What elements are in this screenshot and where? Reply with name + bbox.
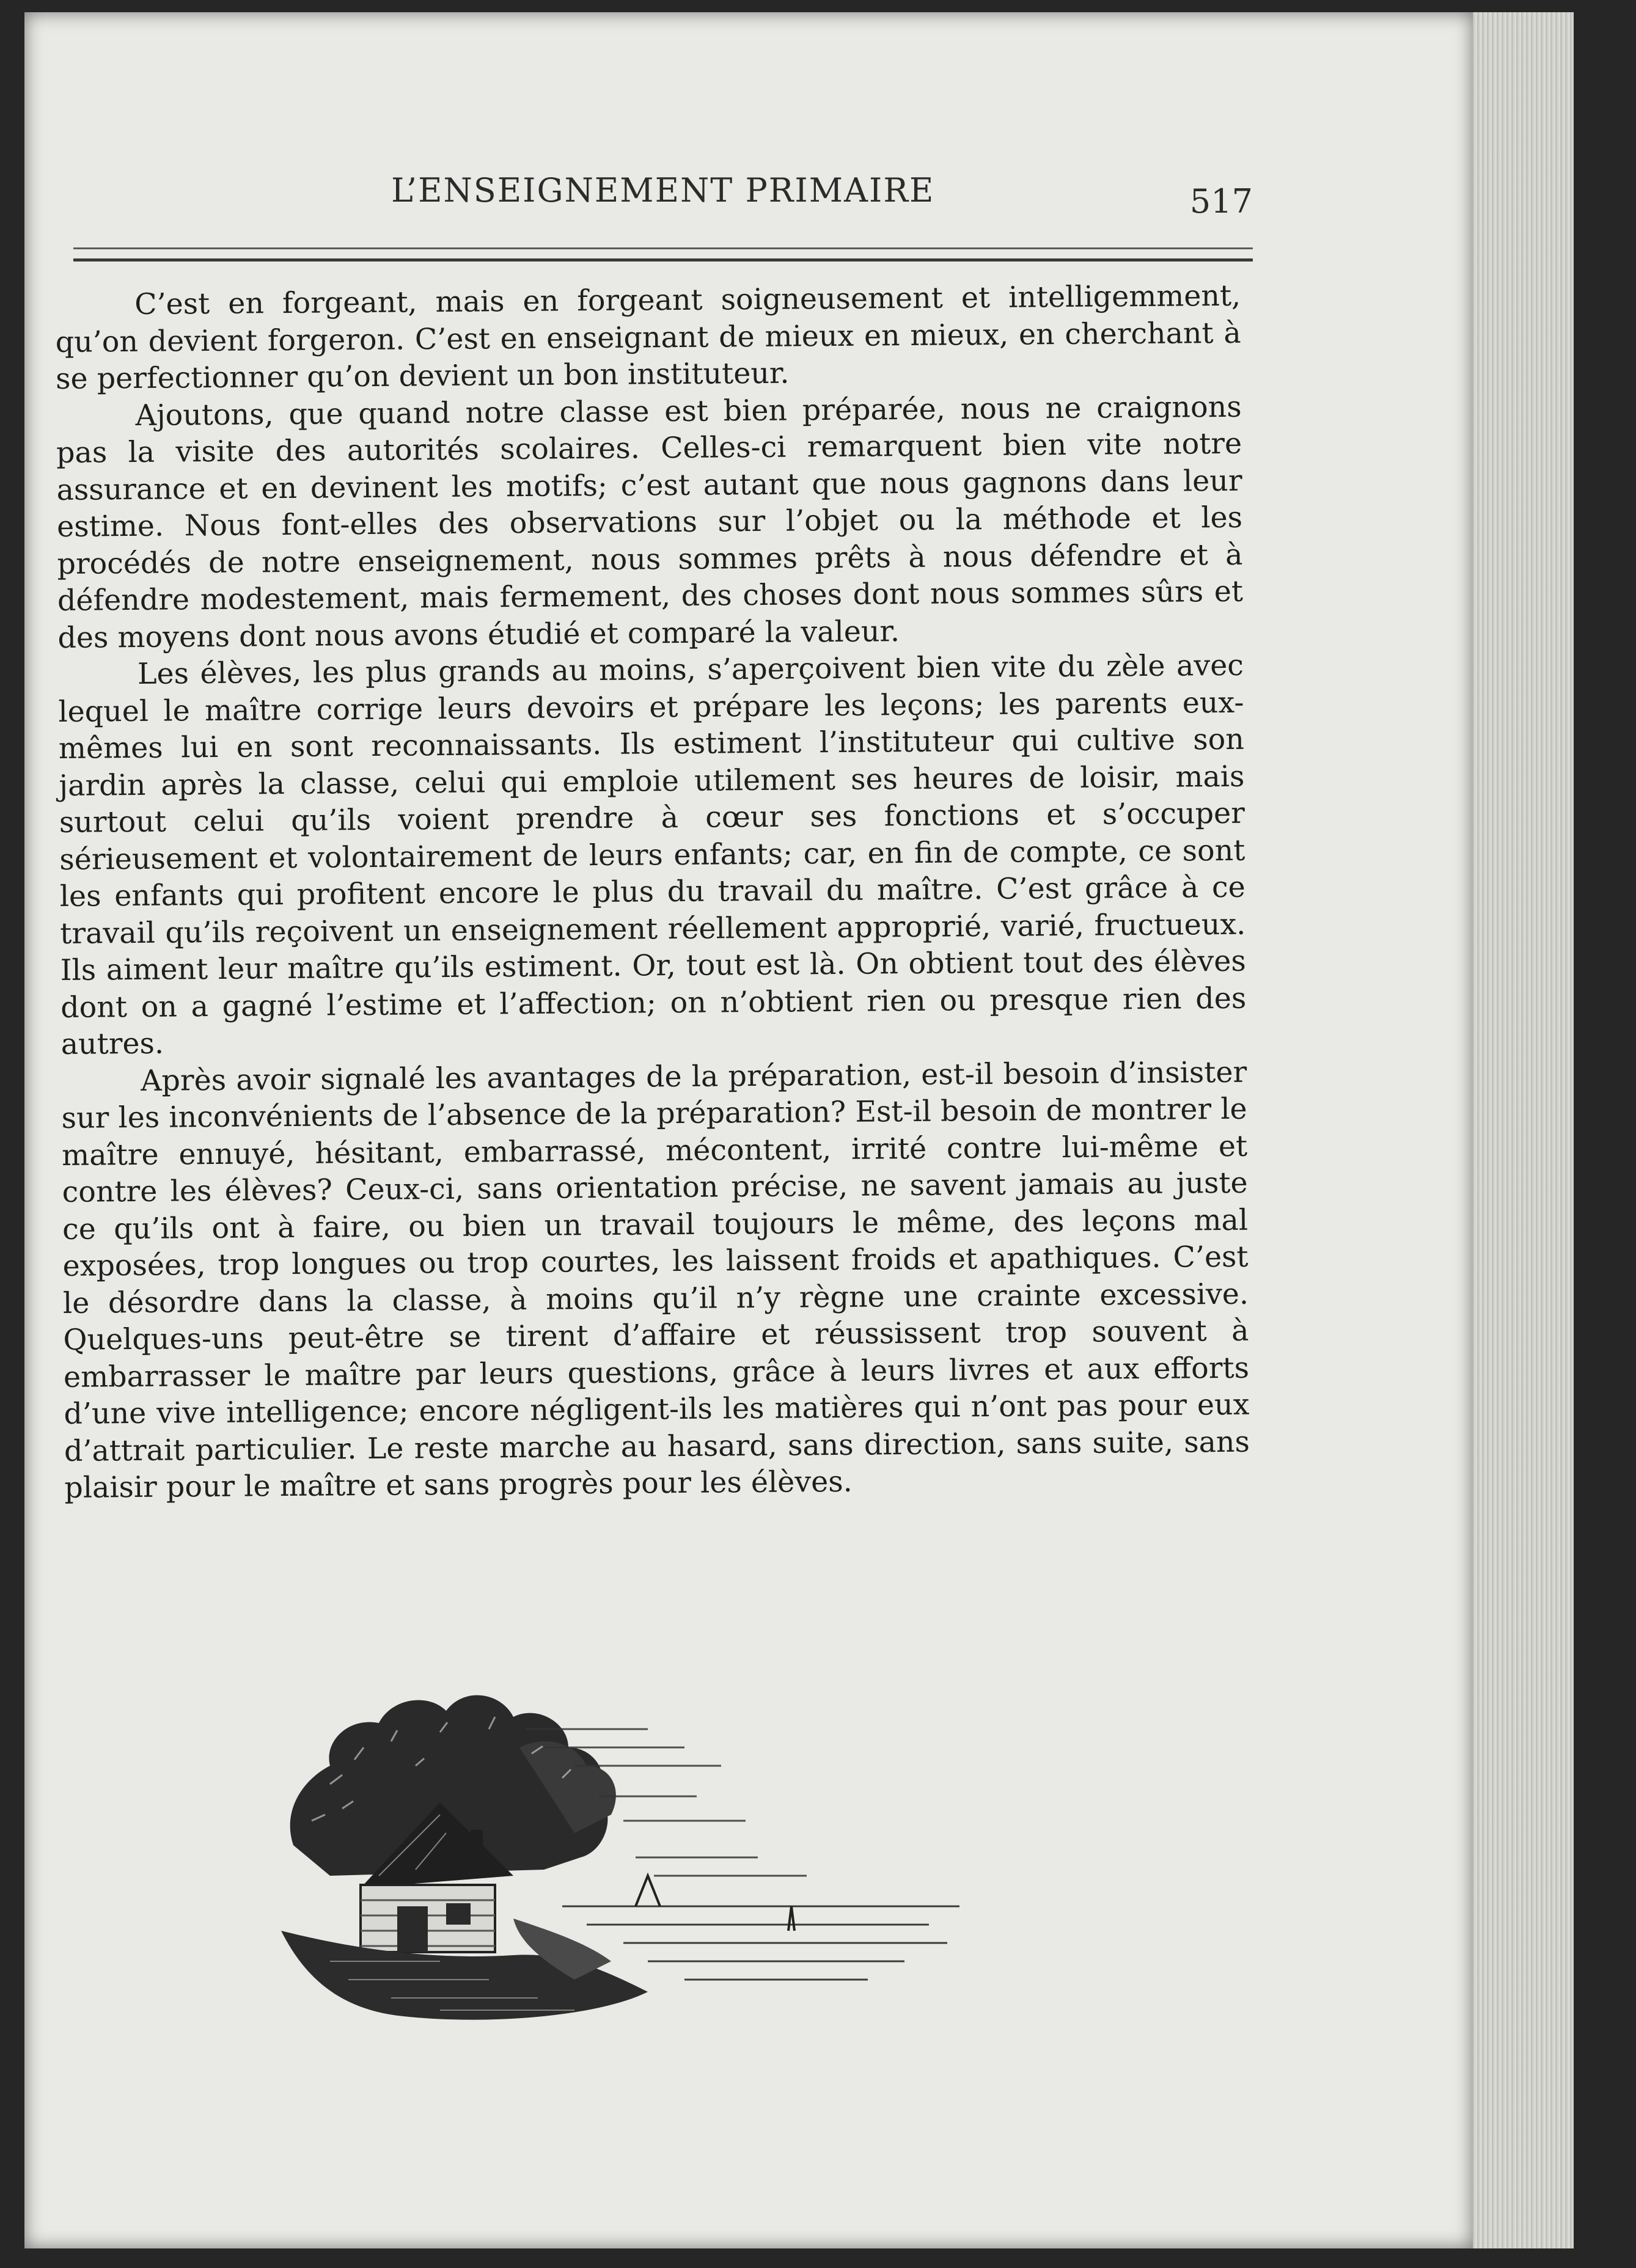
body-text bbox=[55, 278, 1250, 1507]
page-number: 517 bbox=[1189, 182, 1253, 221]
paragraph: C’est en forgeant, mais en forgeant soigneusement et intelligemment, qu’on devient forgeron. C’est en enseignant de mieux en mieux, en cherchant à se perfectionner qu’on devient un bon instituteur. bbox=[55, 279, 1241, 396]
page-edge-stack bbox=[1470, 12, 1574, 2248]
paragraph: Après avoir signalé les avantages de la préparation, est-il besoin d’insister sur les inconvénients de l’absence de la préparation? Est-il besoin de montrer le maître ennuyé, hésitant, embarrassé, mécontent, irrité contre lui-même et contre les élèves? Ceux-ci, sans orientation précise, ne savent jamais au juste ce qu’ils ont à faire, ou bien un travail toujours le même, des leçons mal exposées, trop longues ou trop courtes, les laissent froids et apathiques. C’est le désordre dans la classe, à moins qu’il n’y règne une crainte excessive. Quelques-uns peut-être se tirent d’affaire et réussissent trop souvent à embarrasser le maître par leurs questions, grâce à leurs livres et aux efforts d’une vive intelligence; encore négligent-ils les matières qui n’ont pas pour eux d’attrait particulier. Le reste marche au hasard, sans direction, sans suite, sans plaisir pour le maître et sans progrès pour les élèves. bbox=[61, 1055, 1250, 1505]
header-rule-thick bbox=[73, 258, 1253, 262]
page-header bbox=[73, 165, 1253, 220]
paragraph: Les élèves, les plus grands au moins, s’aperçoivent bien vite du zèle avec lequel le maître corrige leurs devoirs et prépare les leçons; les parents eux-mêmes lui en sont reconnaissants. Ils estiment l’instituteur qui cultive son jardin après la classe, celui qui emploie utilement ses heures de loisir, mais surtout celui qu’ils voient prendre à cœur ses fonctions et s’occuper sérieusement et volontairement de leurs enfants; car, en fin de compte, ce sont les enfants qui profitent encore le plus du travail du maître. C’est grâce à ce travail qu’ils reçoivent un enseignement réellement approprié, varié, fructueux. Ils aiment leur maître qu’ils estiment. Or, tout est là. On obtient tout des élèves dont on a gagné l’estime et l’affection; on n’obtient rien ou presque rien des autres. bbox=[58, 648, 1247, 1061]
header-rule-thin bbox=[73, 247, 1253, 249]
running-title: L’ENSEIGNEMENT PRIMAIRE bbox=[391, 171, 935, 210]
paragraph: Ajoutons, que quand notre classe est bien préparée, nous ne craignons pas la visite des autorités scolaires. Celles-ci remarquent bien vite notre assurance et en devinent les motifs; c’est autant que nous gagnons dans leur estime. Nous font-elles des observations sur l’objet ou la méthode et les procédés de notre enseignement, nous sommes prêts à nous défendre et à défendre modestement, mais fermement, des choses dont nous sommes sûrs et des moyens dont nous avons étudié et comparé la valeur. bbox=[56, 390, 1244, 655]
cottage-by-water-icon bbox=[257, 1674, 1021, 2028]
